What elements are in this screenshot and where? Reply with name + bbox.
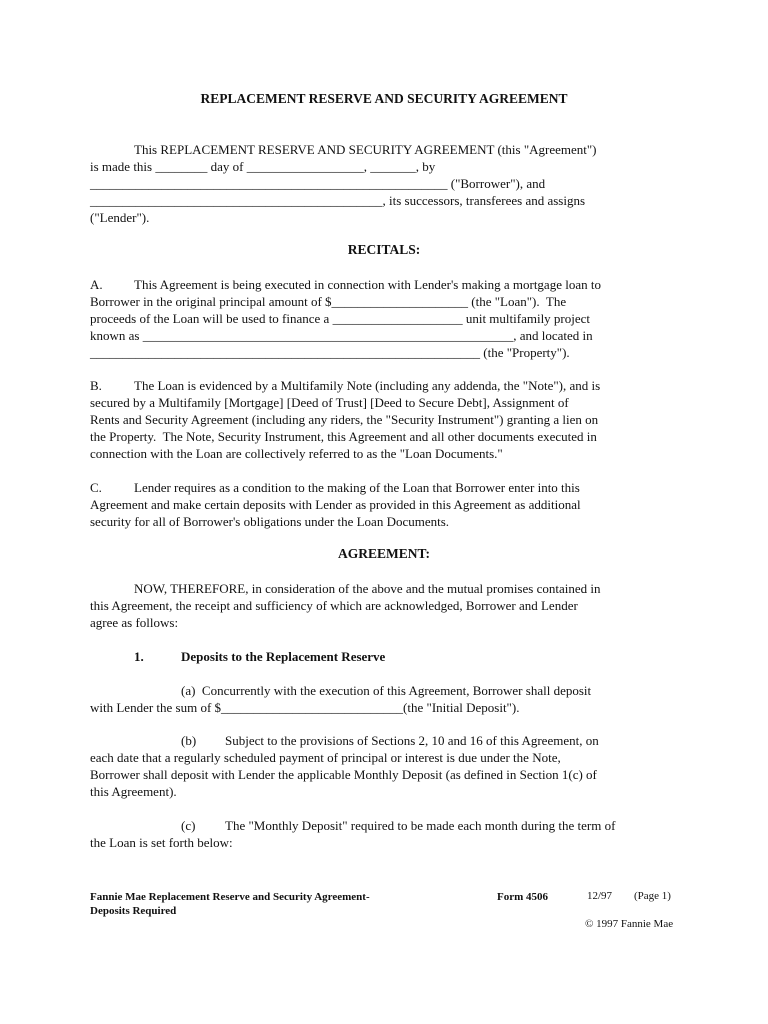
- section-1b-line-1: Subject to the provisions of Sections 2, 10 and 16 of this Agreement, on: [225, 733, 599, 748]
- recital-a-line-1: This Agreement is being executed in connection with Lender's making a mortgage loan to: [134, 277, 601, 292]
- footer-page-number: (Page 1): [634, 890, 671, 902]
- section-1c-line-1: The "Monthly Deposit" required to be made each month during the term of: [225, 818, 616, 833]
- section-1b-line-2: each date that a regularly scheduled payment of principal or interest is due under the Note,: [90, 750, 561, 765]
- now-therefore-line-1: NOW, THEREFORE, in consideration of the above and the mutual promises contained in: [134, 581, 601, 596]
- recital-b-line-4: the Property. The Note, Security Instrument, this Agreement and all other documents executed in: [90, 429, 597, 444]
- intro-line-5: ("Lender").: [90, 210, 150, 225]
- recital-b-label: B.: [90, 378, 102, 393]
- intro-line-4: _____________________________________________, its successors, transferees and assigns: [90, 193, 586, 208]
- now-therefore-line-2: this Agreement, the receipt and sufficiency of which are acknowledged, Borrower and Lender: [90, 598, 578, 613]
- intro-line-2: is made this ________ day of __________________, _______, by: [90, 159, 436, 174]
- footer-form-number: Form 4506: [497, 891, 549, 903]
- section-1c-line-2: the Loan is set forth below:: [90, 835, 233, 850]
- recital-a-line-5: ____________________________________________________________ (the "Property").: [90, 345, 570, 360]
- intro-line-1: This REPLACEMENT RESERVE AND SECURITY AGREEMENT (this "Agreement"): [134, 142, 597, 157]
- recitals-heading: RECITALS:: [347, 242, 421, 257]
- recital-c-line-2: Agreement and make certain deposits with Lender as provided in this Agreement as additional: [90, 497, 581, 512]
- recital-c-line-1: Lender requires as a condition to the making of the Loan that Borrower enter into this: [134, 480, 580, 495]
- now-therefore-line-3: agree as follows:: [90, 615, 179, 630]
- document-title: REPLACEMENT RESERVE AND SECURITY AGREEMENT: [200, 91, 568, 106]
- recital-b-line-2: secured by a Multifamily [Mortgage] [Deed of Trust] [Deed to Secure Debt], Assignment of: [90, 395, 569, 410]
- footer-copyright: © 1997 Fannie Mae: [585, 918, 674, 930]
- section-1b-line-4: this Agreement).: [90, 784, 177, 799]
- recital-c-line-3: security for all of Borrower's obligations under the Loan Documents.: [90, 514, 450, 529]
- recital-a-line-2: Borrower in the original principal amount of $_____________________ (the "Loan"). The: [90, 294, 567, 309]
- section-1c-label: (c): [181, 818, 196, 833]
- recital-b-line-3: Rents and Security Agreement (including any riders, the "Security Instrument") granting a lien on: [90, 412, 599, 427]
- section-1a-line-2: with Lender the sum of $____________________________(the "Initial Deposit").: [90, 700, 520, 715]
- recital-a-line-4: known as _________________________________________________________, and located in: [90, 328, 593, 343]
- footer-form-date: 12/97: [587, 890, 613, 902]
- recital-a-line-3: proceeds of the Loan will be used to finance a ____________________ unit multifamily project: [90, 311, 591, 326]
- recital-c-label: C.: [90, 480, 102, 495]
- footer-form-title-line-2: Deposits Required: [90, 905, 177, 917]
- section-1a-line-1: (a) Concurrently with the execution of this Agreement, Borrower shall deposit: [181, 683, 592, 698]
- section-1-number: 1.: [134, 649, 144, 664]
- recital-b-line-5: connection with the Loan are collectively referred to as the "Loan Documents.": [90, 446, 503, 461]
- recital-b-line-1: The Loan is evidenced by a Multifamily Note (including any addenda, the "Note"), and is: [134, 378, 601, 393]
- recital-a-label: A.: [90, 277, 103, 292]
- section-1b-label: (b): [181, 733, 197, 748]
- section-1b-line-3: Borrower shall deposit with Lender the applicable Monthly Deposit (as defined in Section 1(c) of: [90, 767, 597, 782]
- footer-form-title-line-1: Fannie Mae Replacement Reserve and Security Agreement-: [90, 891, 370, 903]
- agreement-heading: AGREEMENT:: [337, 546, 430, 561]
- section-1-title: Deposits to the Replacement Reserve: [181, 649, 386, 664]
- intro-line-3: _______________________________________________________ ("Borrower"), and: [90, 176, 546, 191]
